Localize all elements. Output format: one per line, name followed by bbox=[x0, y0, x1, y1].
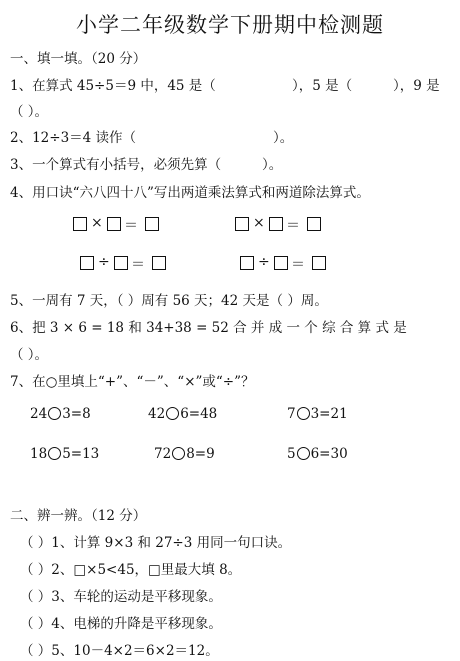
question-3-part-a: 3、一个算式有小括号，必须先算（ bbox=[10, 157, 222, 173]
question-6-line-1: 6、把 3 × 6 = 18 和 34+38 = 52 合 并 成 一 个 综 合 算 式 是 bbox=[10, 320, 407, 336]
judge-item-3: （ ）3、车轮的运动是平移现象。 bbox=[20, 589, 222, 605]
question-1-part-c: ），9 是 bbox=[393, 78, 440, 94]
question-4-text: 4、用口诀“六八四十八”写出两道乘法算式和两道除法算式。 bbox=[10, 185, 370, 201]
answer-box[interactable] bbox=[312, 256, 326, 270]
question-7-text: 7、在○里填上“+”、“－”、“×”或“÷”？ bbox=[10, 374, 255, 390]
answer-parentheses[interactable]: （ ） bbox=[20, 589, 52, 605]
question-1-part-d: （ ）。 bbox=[10, 104, 49, 120]
multiply-sign: × bbox=[253, 215, 265, 231]
answer-parentheses[interactable]: （ ） bbox=[20, 616, 52, 632]
divide-sign: ÷ bbox=[258, 254, 270, 270]
answer-box[interactable] bbox=[274, 256, 288, 270]
judge-item-1: （ ）1、计算 9×3 和 27÷3 用同一句口诀。 bbox=[20, 535, 292, 551]
question-5-text: 5、一周有 7 天，（ ）周有 56 天；42 天是（ ）周。 bbox=[10, 293, 328, 309]
operator-item-5: 72 8=9 bbox=[154, 446, 215, 462]
answer-box[interactable] bbox=[145, 217, 159, 231]
operator-circle[interactable] bbox=[48, 447, 61, 460]
operator-item-2: 42 6=48 bbox=[148, 406, 218, 422]
page-title: 小学二年级数学下册期中检测题 bbox=[76, 13, 384, 37]
question-1-part-a: 1、在算式 45÷5＝9 中，45 是（ bbox=[10, 78, 216, 94]
equals-sign: ＝ bbox=[124, 218, 138, 234]
equals-sign: ＝ bbox=[291, 257, 305, 273]
answer-parentheses[interactable]: （ ） bbox=[20, 643, 52, 659]
operator-item-3: 7 3=21 bbox=[287, 406, 348, 422]
operator-circle[interactable] bbox=[297, 447, 310, 460]
answer-box[interactable] bbox=[307, 217, 321, 231]
equals-sign: ＝ bbox=[131, 257, 145, 273]
answer-parentheses[interactable]: （ ） bbox=[20, 562, 52, 578]
equals-sign: ＝ bbox=[286, 218, 300, 234]
operator-circle[interactable] bbox=[48, 407, 61, 420]
operator-circle[interactable] bbox=[166, 407, 179, 420]
answer-parentheses[interactable]: （ ） bbox=[20, 535, 52, 551]
operator-item-4: 18 5=13 bbox=[30, 446, 100, 462]
judge-item-5: （ ）5、10－4×2＝6×2＝12。 bbox=[20, 643, 219, 659]
operator-item-1: 24 3=8 bbox=[30, 406, 91, 422]
answer-box[interactable] bbox=[152, 256, 166, 270]
operator-circle[interactable] bbox=[297, 407, 310, 420]
section-2-heading: 二、辨一辨。（12 分） bbox=[10, 508, 147, 524]
question-2-part-b: ）。 bbox=[273, 130, 294, 146]
answer-box[interactable] bbox=[235, 217, 249, 231]
judge-item-4: （ ）4、电梯的升降是平移现象。 bbox=[20, 616, 222, 632]
divide-sign: ÷ bbox=[98, 254, 110, 270]
answer-box[interactable] bbox=[73, 217, 87, 231]
answer-box[interactable] bbox=[80, 256, 94, 270]
question-3-part-b: ）。 bbox=[262, 157, 283, 173]
answer-box[interactable] bbox=[107, 217, 121, 231]
operator-item-6: 5 6=30 bbox=[287, 446, 348, 462]
answer-box[interactable] bbox=[114, 256, 128, 270]
judge-item-2: （ ）2、□×5<45，□里最大填 8。 bbox=[20, 562, 242, 578]
question-2-part-a: 2、12÷3＝4 读作（ bbox=[10, 130, 137, 146]
multiply-sign: × bbox=[91, 215, 103, 231]
answer-box[interactable] bbox=[269, 217, 283, 231]
answer-box[interactable] bbox=[240, 256, 254, 270]
section-1-heading: 一、填一填。（20 分） bbox=[10, 51, 147, 67]
operator-circle[interactable] bbox=[172, 447, 185, 460]
question-6-line-2: （ ）。 bbox=[10, 347, 49, 363]
question-1-part-b: ），5 是（ bbox=[292, 78, 353, 94]
